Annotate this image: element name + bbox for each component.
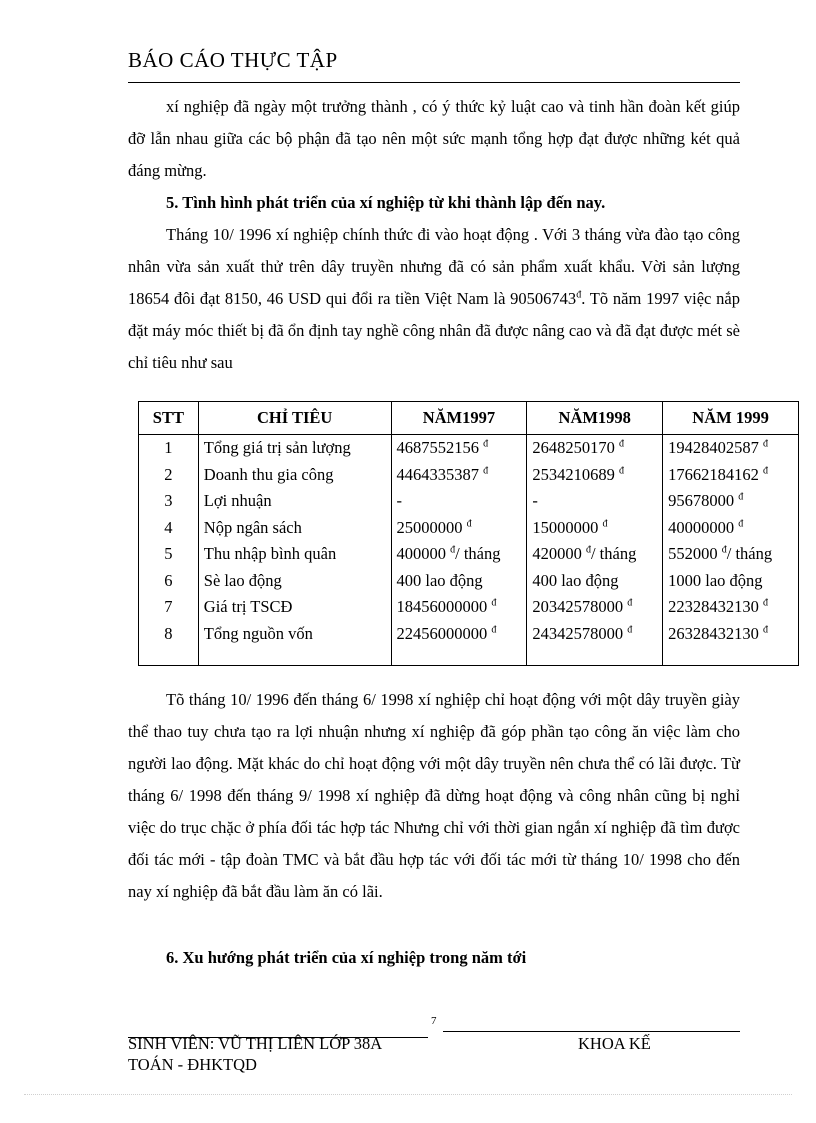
value-amount: 19428402587	[668, 438, 759, 458]
currency-unit: đ	[491, 597, 497, 609]
row-indicator: Doanh thu gia công	[198, 462, 391, 489]
table-row	[139, 541, 799, 568]
footer-faculty: KHOA KẾ	[578, 1034, 651, 1053]
value-amount: 400 lao động	[532, 570, 619, 590]
row-value-1997	[391, 594, 527, 621]
row-value-1998	[527, 462, 663, 489]
value-amount: 25000000	[396, 517, 463, 537]
page-bottom-border	[24, 1094, 792, 1095]
table-body	[139, 435, 799, 666]
row-value-1998	[527, 515, 663, 542]
value-amount: 17662184162	[668, 464, 759, 484]
row-indicator: Tổng nguồn vốn	[198, 621, 391, 648]
value-suffix: / tháng	[726, 544, 773, 564]
currency-unit: đ	[576, 289, 582, 301]
row-stt: 6	[139, 568, 199, 595]
value-amount: 4687552156	[396, 438, 480, 458]
row-value-1997	[391, 515, 527, 542]
header-indicator: CHỈ TIÊU	[198, 402, 391, 435]
row-value-1999	[663, 435, 799, 462]
value-amount: 26328432130	[668, 623, 759, 643]
row-value-1999	[663, 568, 799, 595]
indicators-table	[138, 401, 799, 666]
value-amount: 22328432130	[668, 597, 759, 617]
row-indicator: Sè lao động	[198, 568, 391, 595]
currency-unit: đ	[483, 438, 489, 450]
currency-unit: đ	[585, 544, 591, 556]
table-row	[139, 462, 799, 489]
row-stt: 4	[139, 515, 199, 542]
value-amount: 95678000	[668, 491, 735, 511]
value-amount: -	[396, 491, 403, 511]
row-value-1997	[391, 488, 527, 515]
currency-unit: đ	[602, 518, 608, 530]
currency-unit: đ	[618, 438, 624, 450]
row-value-1998	[527, 488, 663, 515]
value-amount: -	[532, 491, 538, 511]
currency-unit: đ	[738, 491, 744, 503]
paragraph-development-part2: . Tõ năm 1997 việc nắp đặt máy móc thiết bị đã ổn định tay nghề công nhân đã được nâng cao và đã đạt được mét sè chỉ tiêu như sau	[128, 289, 740, 372]
currency-unit: đ	[483, 465, 489, 477]
value-amount: 4464335387	[396, 464, 480, 484]
value-amount: 40000000	[668, 517, 735, 537]
footer-author-line2: TOÁN - ĐHKTQD	[128, 1055, 257, 1074]
currency-unit: đ	[627, 597, 633, 609]
footer-author	[128, 1033, 382, 1075]
row-value-1998	[527, 541, 663, 568]
row-value-1997	[391, 541, 527, 568]
row-value-1999	[663, 488, 799, 515]
header-year-1998: NĂM1998	[527, 402, 663, 435]
table-row	[139, 568, 799, 595]
value-amount: 400000	[396, 544, 447, 564]
value-amount: 20342578000	[532, 597, 624, 617]
table-row	[139, 435, 799, 462]
table-header-row	[139, 402, 799, 435]
value-amount: 15000000	[532, 517, 599, 537]
paragraph-development	[128, 219, 740, 379]
table-row	[139, 621, 799, 648]
row-stt: 8	[139, 621, 199, 648]
value-amount: 2534210689	[532, 464, 615, 484]
row-value-1997	[391, 621, 527, 648]
row-value-1997	[391, 435, 527, 462]
currency-unit: đ	[627, 624, 633, 636]
row-value-1998	[527, 435, 663, 462]
currency-unit: đ	[466, 518, 472, 530]
table-row	[139, 488, 799, 515]
value-amount: 2648250170	[532, 438, 615, 458]
currency-unit: đ	[763, 465, 769, 477]
footer-rule-right	[443, 1031, 740, 1032]
row-value-1997	[391, 462, 527, 489]
currency-unit: đ	[618, 465, 624, 477]
value-amount: 400 lao động	[396, 570, 483, 590]
table-row	[139, 515, 799, 542]
value-amount: 24342578000	[532, 623, 624, 643]
row-stt: 2	[139, 462, 199, 489]
table-spacer-row	[139, 647, 799, 666]
value-amount: 1000 lao động	[668, 570, 763, 590]
row-indicator: Giá trị TSCĐ	[198, 594, 391, 621]
currency-unit: đ	[763, 438, 769, 450]
row-stt: 7	[139, 594, 199, 621]
paragraph-history	[128, 684, 740, 908]
row-value-1999	[663, 594, 799, 621]
row-value-1998	[527, 594, 663, 621]
currency-unit: đ	[738, 518, 744, 530]
row-indicator: Lợi nhuận	[198, 488, 391, 515]
value-amount: 18456000000	[396, 597, 488, 617]
paragraph-intro	[128, 91, 740, 187]
table-row	[139, 594, 799, 621]
row-stt: 5	[139, 541, 199, 568]
footer-author-line1: SINH VIÊN: VŨ THỊ LIÊN LỚP 38A	[128, 1034, 383, 1053]
row-value-1999	[663, 462, 799, 489]
row-stt: 3	[139, 488, 199, 515]
paragraph-development-part1: Tháng 10/ 1996 xí nghiệp chính thức đi vào hoạt động . Với 3 tháng vừa đào tạo công nhân vừa sản xuất thử trên dây truyền nhưng đã có sản phẩm xuất khẩu. Vời sản lượng 18654 đôi đạt 8150, 46 USD qui đổi ra tiền Việt Nam là 90506743	[128, 225, 740, 308]
row-indicator: Nộp ngân sách	[198, 515, 391, 542]
row-stt: 1	[139, 435, 199, 462]
currency-unit: đ	[491, 624, 497, 636]
currency-unit: đ	[763, 624, 769, 636]
section-5-heading: 5. Tình hình phát triển của xí nghiệp từ khi thành lập đến nay.	[166, 193, 606, 212]
value-suffix: / tháng	[590, 544, 637, 564]
report-header-title: BÁO CÁO THỰC TẬP	[128, 48, 338, 72]
row-indicator: Tổng giá trị sản lượng	[198, 435, 391, 462]
currency-unit: đ	[763, 597, 769, 609]
paragraph-history-text: Tõ tháng 10/ 1996 đến tháng 6/ 1998 xí nghiệp chỉ hoạt động với một dây truyền giày thể thao tuy chưa tạo ra lợi nhuận nhưng xí nghiệp đã góp phần tạo công ăn việc làm cho người lao động. Mặt khác do chỉ hoạt động với một dây truyền nên chưa thể có lãi được. Từ tháng 6/ 1998 đến tháng 9/ 1998 xí nghiệp đã dừng hoạt động và công nhân cũng bị nghỉ việc do trục chặc ở phía đối tác hợp tác Nhưng chỉ với thời gian ngắn xí nghiệp đã tìm được đối tác mới - tập đoàn TMC và bắt đầu hợp tác với đối tác mới từ tháng 10/ 1998 cho đến nay xí nghiệp đã bắt đầu làm ăn có lãi.	[128, 690, 740, 901]
value-suffix: / tháng	[455, 544, 501, 564]
row-value-1999	[663, 621, 799, 648]
currency-unit: đ	[450, 544, 456, 556]
header-year-1997: NĂM1997	[391, 402, 527, 435]
value-amount: 22456000000	[396, 623, 488, 643]
row-value-1997	[391, 568, 527, 595]
row-indicator: Thu nhập bình quân	[198, 541, 391, 568]
row-value-1999	[663, 515, 799, 542]
header-year-1999: NĂM 1999	[663, 402, 799, 435]
section-6-heading: 6. Xu hướng phát triển của xí nghiệp trong năm tới	[166, 948, 527, 967]
currency-unit: đ	[721, 544, 727, 556]
row-value-1999	[663, 541, 799, 568]
header-stt: STT	[139, 402, 199, 435]
header-divider	[128, 82, 740, 83]
row-value-1998	[527, 568, 663, 595]
value-amount: 552000	[668, 544, 718, 564]
paragraph-intro-text: xí nghiệp đã ngày một trưởng thành , có ý thức kỷ luật cao và tinh hần đoàn kết giúp đỡ lẫn nhau giữa các bộ phận đã tạo nên một sức mạnh tổng hợp đạt được những két quả đáng mừng.	[128, 97, 740, 180]
row-value-1998	[527, 621, 663, 648]
page-number: 7	[431, 1015, 437, 1027]
value-amount: 420000	[532, 544, 582, 564]
